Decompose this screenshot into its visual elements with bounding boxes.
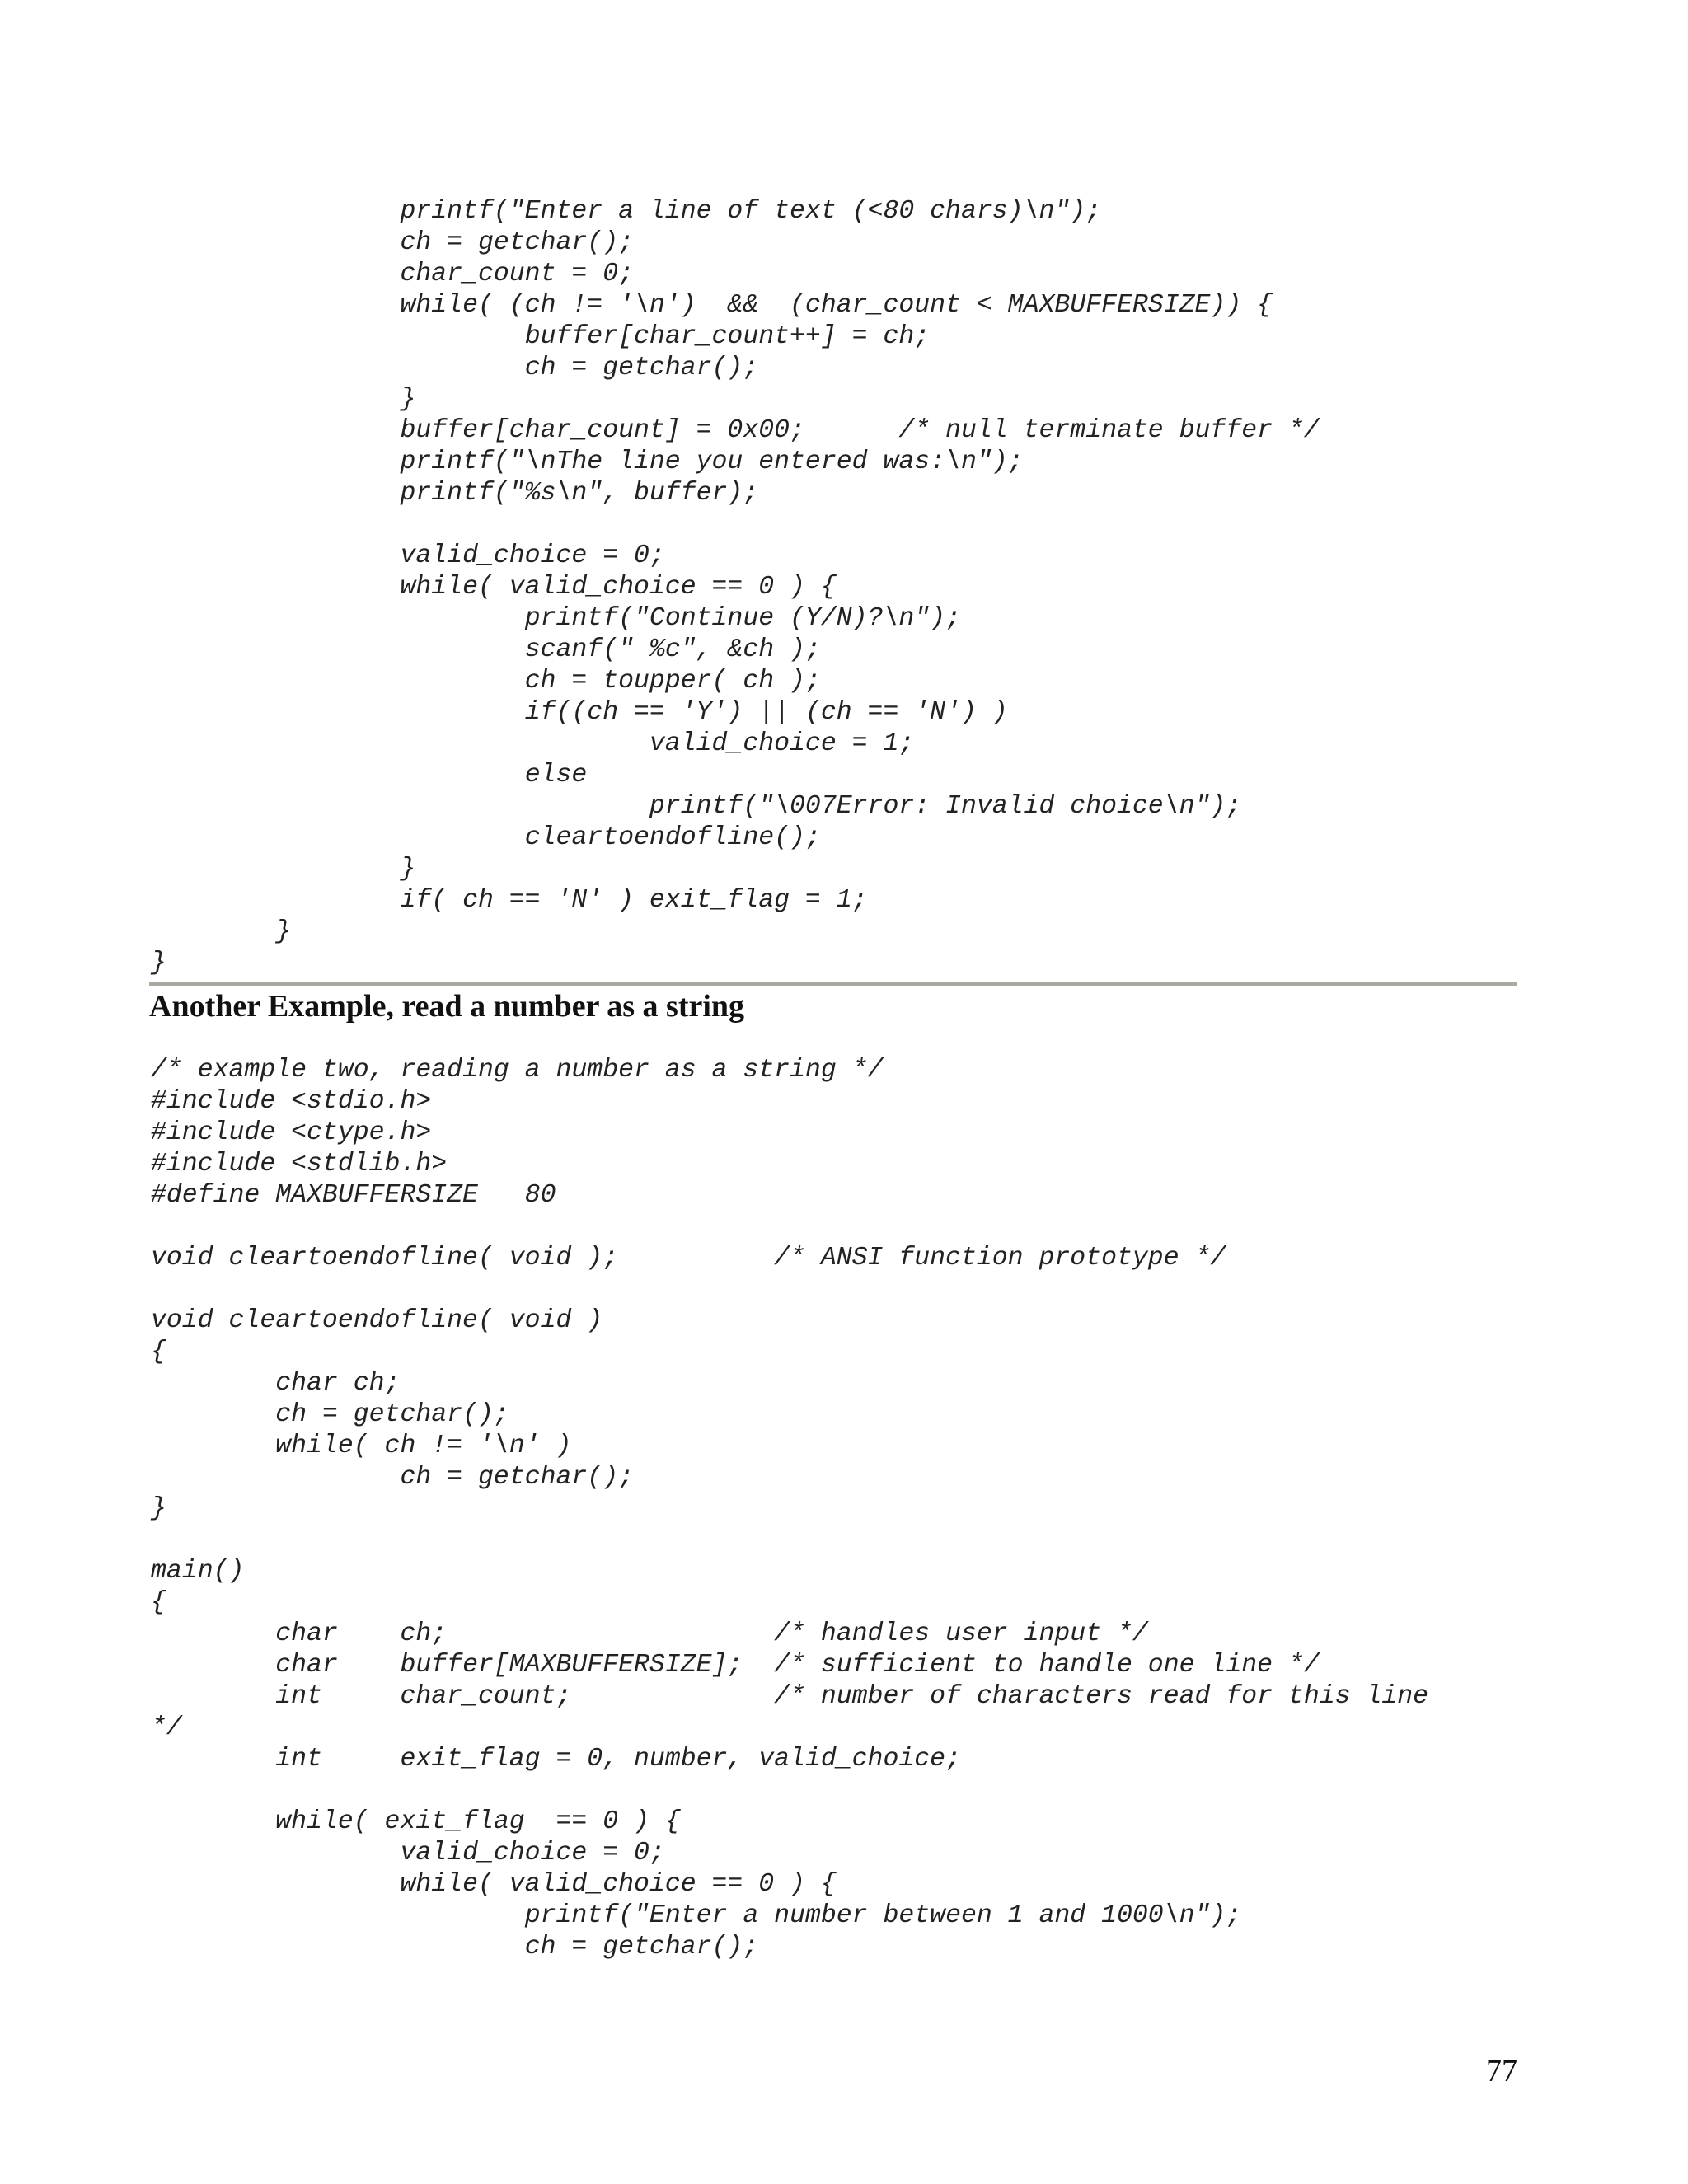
code-listing-continued: printf("Enter a line of text (<80 chars)\n"); ch = getchar(); char_count = 0; while( (ch != '\n') && (char_count < MAXBUFFERSIZE)) { buffer[char_count++] = ch; ch = getchar(); } buffer[char_count] = 0x00; /* null terminate buffer */ printf("\nThe line you entered was:\n"); printf("%s\n", buffer); valid_choice = 0; while( valid_choice == 0 ) { printf("Continue (Y/N)?\n"); scanf(" %c", &ch ); ch = toupper( ch ); if((ch == 'Y') || (ch == 'N') ) valid_choice = 1; else printf("\007Error: Invalid choice\n"); cleartoendofline(); } if( ch == 'N' ) exit_flag = 1; } } <box>151 197 1320 977</box>
code-listing-example-two: /* example two, reading a number as a string */ #include <stdio.h> #include <ctype.h> #include <stdlib.h> #define MAXBUFFERSIZE 80 void cleartoendofline( void ); /* ANSI function prototype */ void cleartoendofline( void ) { char ch; ch = getchar(); while( ch != '\n' ) ch = getchar(); } main() { char ch; /* handles user input */ char buffer[MAXBUFFERSIZE]; /* sufficient to handle one line */ int char_count; /* number of characters read for this line */ int exit_flag = 0, number, valid_choice; while( exit_flag == 0 ) { valid_choice = 0; while( valid_choice == 0 ) { printf("Enter a number between 1 and 1000\n"); ch = getchar(); <box>151 1056 1429 1961</box>
page-number: 77 <box>1486 2054 1517 2088</box>
section-heading: Another Example, read a number as a string <box>149 989 745 1024</box>
section-divider <box>149 982 1517 986</box>
